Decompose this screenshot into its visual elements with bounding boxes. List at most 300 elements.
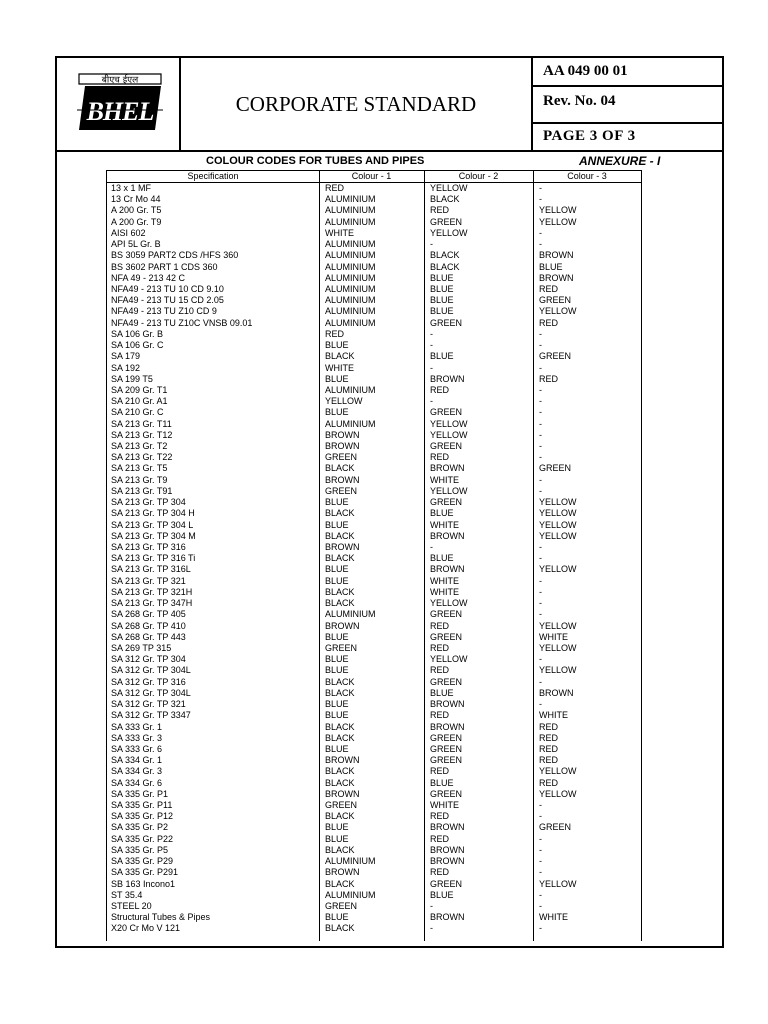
cell-colour-3: - [539, 811, 542, 822]
cell-specification: SA 268 Gr. TP 410 [111, 620, 186, 631]
table-row [107, 531, 641, 542]
cell-specification: SA 335 Gr. P22 [111, 833, 174, 844]
table-row [107, 228, 641, 239]
cell-colour-2: GREEN [430, 609, 463, 620]
cell-colour-2: BLACK [430, 194, 460, 205]
cell-colour-2: BLACK [430, 261, 460, 272]
cell-colour-2: BLUE [430, 306, 454, 317]
cell-colour-2: GREEN [430, 216, 463, 227]
cell-colour-1: BLUE [325, 373, 349, 384]
cell-colour-2: GREEN [430, 631, 463, 642]
cell-colour-1: ALUMINIUM [325, 216, 376, 227]
table-row [107, 587, 641, 598]
cell-colour-1: BLUE [325, 699, 349, 710]
table-row [107, 755, 641, 766]
table-row [107, 329, 641, 340]
table-row [107, 856, 641, 867]
cell-specification: SA 312 Gr. TP 304 [111, 654, 186, 665]
cell-specification: SA 106 Gr. C [111, 340, 164, 351]
cell-colour-2: RED [430, 833, 450, 844]
cell-specification: BS 3059 PART2 CDS /HFS 360 [111, 250, 239, 261]
cell-specification: SA 335 Gr. P11 [111, 800, 173, 811]
cell-colour-2: GREEN [430, 497, 463, 508]
cell-colour-2: YELLOW [430, 227, 468, 238]
cell-specification: SA 312 Gr. TP 304L [111, 687, 191, 698]
cell-specification: SA 312 Gr. TP 316 [111, 676, 186, 687]
table-row [107, 699, 641, 710]
cell-colour-2: GREEN [430, 788, 463, 799]
document-number: AA 049 00 01 [543, 63, 628, 79]
cell-colour-2: GREEN [430, 317, 463, 328]
cell-specification: SA 213 Gr. TP 316 Ti [111, 553, 196, 564]
cell-colour-1: WHITE [325, 362, 354, 373]
cell-colour-3: RED [539, 732, 559, 743]
cell-colour-2: RED [430, 766, 450, 777]
cell-colour-3: YELLOW [539, 497, 577, 508]
cell-colour-3: RED [539, 317, 559, 328]
cell-colour-2: - [430, 340, 433, 351]
cell-specification: A 200 Gr. T9 [111, 216, 162, 227]
cell-colour-2: YELLOW [430, 485, 468, 496]
cell-colour-3: WHITE [539, 710, 568, 721]
cell-colour-1: BLUE [325, 519, 349, 530]
cell-colour-3: - [539, 575, 542, 586]
cell-colour-1: RED [325, 183, 345, 193]
cell-colour-2: - [430, 396, 433, 407]
cell-colour-2: BROWN [430, 463, 465, 474]
column-header-colour-1: Colour - 1 [351, 171, 392, 181]
cell-specification: SA 210 Gr. A1 [111, 396, 168, 407]
table-row [107, 677, 641, 688]
table-row [107, 194, 641, 205]
cell-colour-3: - [539, 676, 542, 687]
table-row [107, 923, 641, 934]
cell-colour-1: BLUE [325, 497, 349, 508]
cell-colour-2: BROWN [430, 699, 465, 710]
cell-colour-1: GREEN [325, 642, 358, 653]
table-row [107, 665, 641, 676]
cell-specification: SA 213 Gr. TP 304 L [111, 519, 194, 530]
table-row [107, 374, 641, 385]
cell-colour-3: - [539, 429, 542, 440]
table-row [107, 463, 641, 474]
table-row [107, 385, 641, 396]
cell-colour-3: YELLOW [539, 530, 577, 541]
cell-specification: SA 334 Gr. 1 [111, 755, 163, 766]
cell-specification: SA 334 Gr. 3 [111, 766, 163, 777]
cell-colour-1: ALUMINIUM [325, 295, 376, 306]
cell-specification: NFA 49 - 213 42 C [111, 272, 186, 283]
cell-colour-1: BROWN [325, 429, 360, 440]
table-row [107, 217, 641, 228]
cell-colour-3: RED [539, 777, 559, 788]
table-row [107, 654, 641, 665]
cell-colour-3: - [539, 396, 542, 407]
cell-colour-1: BLUE [325, 743, 349, 754]
cell-specification: SA 333 Gr. 1 [111, 721, 163, 732]
cell-colour-2: BROWN [430, 373, 465, 384]
table-row [107, 553, 641, 564]
table-row [107, 363, 641, 374]
cell-colour-1: BLUE [325, 340, 349, 351]
cell-specification: SB 163 Incono1 [111, 878, 176, 889]
cell-specification: SA 333 Gr. 3 [111, 732, 163, 743]
cell-colour-1: ALUMINIUM [325, 317, 376, 328]
cell-colour-3: WHITE [539, 631, 568, 642]
cell-colour-1: BLACK [325, 721, 355, 732]
cell-colour-1: BLACK [325, 878, 355, 889]
cell-colour-2: BROWN [430, 844, 465, 855]
cell-colour-3: - [539, 553, 542, 564]
table-row [107, 419, 641, 430]
cell-colour-2: BLACK [430, 250, 460, 261]
cell-specification: 13 Cr Mo 44 [111, 194, 161, 205]
cell-colour-1: BLACK [325, 687, 355, 698]
cell-colour-1: BLACK [325, 766, 355, 777]
cell-colour-3: - [539, 586, 542, 597]
cell-specification: A 200 Gr. T5 [111, 205, 162, 216]
cell-colour-3: BLUE [539, 261, 563, 272]
cell-colour-2: WHITE [430, 575, 459, 586]
cell-colour-3: - [539, 889, 542, 900]
cell-specification: SA 213 Gr. TP 304 M [111, 530, 196, 541]
cell-specification: SA 335 Gr. P291 [111, 867, 179, 878]
cell-specification: SA 179 [111, 351, 141, 362]
cell-colour-2: GREEN [430, 743, 463, 754]
cell-colour-1: ALUMINIUM [325, 239, 376, 250]
cell-specification: SA 335 Gr. P2 [111, 822, 169, 833]
cell-colour-3: YELLOW [539, 665, 577, 676]
cell-colour-3: YELLOW [539, 205, 577, 216]
cell-colour-2: BROWN [430, 912, 465, 923]
page-number: PAGE 3 OF 3 [543, 128, 636, 144]
cell-specification: SA 333 Gr. 6 [111, 743, 163, 754]
cell-colour-3: - [539, 183, 542, 193]
cell-colour-2: YELLOW [430, 418, 468, 429]
cell-colour-2: - [430, 901, 433, 911]
table-row [107, 766, 641, 777]
table-row [107, 239, 641, 250]
cell-colour-2: RED [430, 710, 450, 721]
cell-colour-3: - [539, 844, 542, 855]
cell-specification: NFA49 - 213 TU Z10 CD 9 [111, 306, 217, 317]
cell-colour-2: BROWN [430, 530, 465, 541]
cell-colour-1: RED [325, 328, 345, 339]
table-row [107, 643, 641, 654]
cell-colour-3: YELLOW [539, 620, 577, 631]
cell-colour-1: BROWN [325, 542, 360, 552]
bhel-logo [75, 70, 165, 136]
cell-colour-3: GREEN [539, 822, 572, 833]
table-row [107, 407, 641, 418]
table-row [107, 295, 641, 306]
cell-specification: SA 213 Gr. TP 347H [111, 598, 193, 609]
cell-colour-2: BLUE [430, 283, 454, 294]
table-row [107, 733, 641, 744]
cell-colour-2: - [430, 542, 433, 552]
cell-colour-1: BLACK [325, 553, 355, 564]
table-row [107, 811, 641, 822]
cell-specification: SA 213 Gr. TP 316 [111, 542, 186, 552]
cell-specification: SA 213 Gr. T9 [111, 474, 168, 485]
cell-colour-1: ALUMINIUM [325, 205, 376, 216]
logo-hindi-text: बीएच ईएल [101, 75, 139, 86]
cell-specification: SA 213 Gr. T91 [111, 485, 173, 496]
table-row [107, 508, 641, 519]
cell-colour-2: WHITE [430, 474, 459, 485]
cell-colour-1: BLUE [325, 564, 349, 575]
cell-colour-1: BROWN [325, 867, 360, 878]
cell-colour-2: BLUE [430, 295, 454, 306]
revision-number: Rev. No. 04 [543, 93, 616, 109]
table-row [107, 318, 641, 329]
cell-colour-2: YELLOW [430, 429, 468, 440]
cell-colour-1: BLACK [325, 586, 355, 597]
cell-colour-3: - [539, 407, 542, 418]
table-row [107, 688, 641, 699]
table-row [107, 879, 641, 890]
cell-colour-2: - [430, 362, 433, 373]
cell-colour-2: BLUE [430, 351, 454, 362]
cell-colour-2: RED [430, 205, 450, 216]
cell-specification: SA 312 Gr. TP 3347 [111, 710, 191, 721]
cell-specification: SA 312 Gr. TP 321 [111, 699, 186, 710]
cell-colour-1: WHITE [325, 227, 354, 238]
cell-colour-2: BLUE [430, 553, 454, 564]
cell-colour-2: BROWN [430, 856, 465, 867]
cell-colour-3: - [539, 227, 542, 238]
cell-specification: SA 213 Gr. T5 [111, 463, 168, 474]
cell-specification: SA 213 Gr. TP 321H [111, 586, 193, 597]
cell-colour-3: - [539, 441, 542, 452]
cell-colour-1: ALUMINIUM [325, 418, 376, 429]
cell-colour-1: BROWN [325, 474, 360, 485]
table-row [107, 452, 641, 463]
doc-number-divider [533, 85, 722, 87]
cell-specification: SA 335 Gr. P1 [111, 788, 169, 799]
cell-colour-2: WHITE [430, 800, 459, 811]
cell-specification: SA 209 Gr. T1 [111, 384, 168, 395]
cell-colour-3: WHITE [539, 912, 568, 923]
cell-colour-1: ALUMINIUM [325, 194, 376, 205]
cell-colour-1: ALUMINIUM [325, 609, 376, 620]
cell-colour-3: GREEN [539, 351, 572, 362]
cell-colour-3: - [539, 362, 542, 373]
cell-specification: SA 334 Gr. 6 [111, 777, 163, 788]
table-row [107, 576, 641, 587]
cell-specification: SA 268 Gr. TP 405 [111, 609, 186, 620]
cell-colour-1: BLACK [325, 676, 355, 687]
cell-colour-1: BLUE [325, 665, 349, 676]
cell-colour-1: BLACK [325, 598, 355, 609]
cell-specification: SA 192 [111, 362, 141, 373]
cell-colour-2: GREEN [430, 441, 463, 452]
cell-colour-3: YELLOW [539, 519, 577, 530]
cell-colour-1: BLUE [325, 833, 349, 844]
cell-colour-3: - [539, 452, 542, 463]
cell-specification: SA 199 T5 [111, 373, 153, 384]
cell-colour-3: - [539, 328, 542, 339]
table-row [107, 912, 641, 923]
cell-specification: NFA49 - 213 TU Z10C VNSB 09.01 [111, 317, 253, 328]
cell-specification: NFA49 - 213 TU 10 CD 9.10 [111, 283, 224, 294]
cell-colour-2: YELLOW [430, 183, 468, 193]
cell-colour-1: ALUMINIUM [325, 856, 376, 867]
table-row [107, 486, 641, 497]
column-header-specification: Specification [187, 171, 239, 181]
table-row [107, 250, 641, 261]
cell-colour-1: BLACK [325, 530, 355, 541]
cell-specification: SA 335 Gr. P29 [111, 856, 174, 867]
cell-specification: ST 35.4 [111, 889, 143, 900]
cell-colour-1: ALUMINIUM [325, 283, 376, 294]
cell-colour-2: BLUE [430, 777, 454, 788]
cell-colour-1: ALUMINIUM [325, 261, 376, 272]
cell-colour-3: RED [539, 755, 559, 766]
table-row [107, 340, 641, 351]
column-header-colour-2: Colour - 2 [458, 171, 499, 181]
cell-colour-1: BLACK [325, 777, 355, 788]
cell-colour-2: WHITE [430, 519, 459, 530]
cell-colour-2: RED [430, 384, 450, 395]
cell-colour-3: YELLOW [539, 642, 577, 653]
cell-colour-3: YELLOW [539, 878, 577, 889]
cell-colour-2: BLUE [430, 687, 454, 698]
cell-specification: AISI 602 [111, 227, 146, 238]
table-row [107, 205, 641, 216]
cell-colour-1: ALUMINIUM [325, 889, 376, 900]
table-body [107, 183, 641, 935]
table-row [107, 800, 641, 811]
cell-colour-3: BROWN [539, 250, 574, 261]
cell-colour-1: BROWN [325, 441, 360, 452]
cell-colour-2: RED [430, 665, 450, 676]
table-row [107, 351, 641, 362]
cell-specification: SA 335 Gr. P5 [111, 844, 169, 855]
cell-colour-1: YELLOW [325, 396, 363, 407]
cell-colour-3: - [539, 340, 542, 351]
cell-colour-2: WHITE [430, 586, 459, 597]
cell-colour-2: BLUE [430, 508, 454, 519]
table-row [107, 901, 641, 912]
cell-colour-2: - [430, 923, 433, 934]
cell-colour-3: GREEN [539, 463, 572, 474]
cell-colour-1: ALUMINIUM [325, 384, 376, 395]
table-row [107, 183, 641, 194]
cell-colour-3: RED [539, 373, 559, 384]
cell-specification: SA 312 Gr. TP 304L [111, 665, 191, 676]
cell-colour-3: - [539, 384, 542, 395]
cell-colour-3: RED [539, 743, 559, 754]
cell-colour-3: RED [539, 283, 559, 294]
cell-colour-2: RED [430, 811, 450, 822]
table-row [107, 722, 641, 733]
cell-specification: SA 213 Gr. T2 [111, 441, 168, 452]
cell-colour-3: BROWN [539, 272, 574, 283]
table-row [107, 306, 641, 317]
cell-colour-3: - [539, 923, 542, 934]
cell-colour-2: GREEN [430, 407, 463, 418]
table-row [107, 542, 641, 553]
table-row [107, 778, 641, 789]
table-row [107, 430, 641, 441]
cell-specification: SA 213 Gr. TP 304 H [111, 508, 195, 519]
cell-specification: SA 213 Gr. TP 304 [111, 497, 186, 508]
revision-divider [533, 122, 722, 124]
cell-colour-1: BLUE [325, 710, 349, 721]
cell-colour-2: GREEN [430, 732, 463, 743]
cell-colour-3: - [539, 901, 542, 911]
cell-colour-3: - [539, 598, 542, 609]
table-row [107, 475, 641, 486]
table-row [107, 564, 641, 575]
logo-text: BHEL [86, 97, 154, 126]
cell-specification: API 5L Gr. B [111, 239, 161, 250]
cell-colour-3: - [539, 856, 542, 867]
cell-colour-2: GREEN [430, 878, 463, 889]
cell-colour-1: BROWN [325, 788, 360, 799]
cell-colour-1: BLUE [325, 654, 349, 665]
cell-colour-2: BROWN [430, 721, 465, 732]
table-row [107, 520, 641, 531]
cell-colour-1: BLACK [325, 732, 355, 743]
cell-specification: SA 335 Gr. P12 [111, 811, 174, 822]
table-row [107, 441, 641, 452]
cell-colour-3: - [539, 654, 542, 665]
cell-colour-1: BLACK [325, 351, 355, 362]
cell-colour-2: BROWN [430, 822, 465, 833]
cell-colour-1: BLUE [325, 912, 349, 923]
cell-colour-3: YELLOW [539, 508, 577, 519]
cell-colour-3: - [539, 833, 542, 844]
cell-colour-3: GREEN [539, 295, 572, 306]
cell-colour-1: GREEN [325, 485, 358, 496]
cell-specification: SA 269 TP 315 [111, 642, 172, 653]
cell-colour-2: YELLOW [430, 598, 468, 609]
cell-colour-2: RED [430, 867, 450, 878]
annexure-label: ANNEXURE - I [579, 154, 661, 168]
cell-colour-3: YELLOW [539, 766, 577, 777]
cell-colour-1: ALUMINIUM [325, 272, 376, 283]
table-row [107, 632, 641, 643]
table-row [107, 744, 641, 755]
table-row [107, 890, 641, 901]
cell-colour-1: BROWN [325, 755, 360, 766]
cell-colour-3: BROWN [539, 687, 574, 698]
cell-colour-2: RED [430, 452, 450, 463]
table-title: COLOUR CODES FOR TUBES AND PIPES [206, 155, 425, 167]
cell-colour-1: BROWN [325, 620, 360, 631]
cell-colour-2: RED [430, 642, 450, 653]
title-divider [531, 58, 533, 150]
cell-colour-1: GREEN [325, 901, 358, 911]
cell-colour-3: - [539, 609, 542, 620]
cell-colour-3: - [539, 867, 542, 878]
table-row [107, 609, 641, 620]
cell-colour-1: BLACK [325, 811, 355, 822]
cell-colour-3: YELLOW [539, 788, 577, 799]
cell-colour-3: - [539, 194, 542, 205]
table-row [107, 834, 641, 845]
cell-colour-2: BLUE [430, 272, 454, 283]
cell-colour-2: YELLOW [430, 654, 468, 665]
cell-colour-3: RED [539, 721, 559, 732]
table-row [107, 710, 641, 721]
cell-colour-2: BLUE [430, 889, 454, 900]
cell-colour-1: BLACK [325, 508, 355, 519]
cell-specification: SA 213 Gr. T22 [111, 452, 173, 463]
cell-colour-3: - [539, 474, 542, 485]
